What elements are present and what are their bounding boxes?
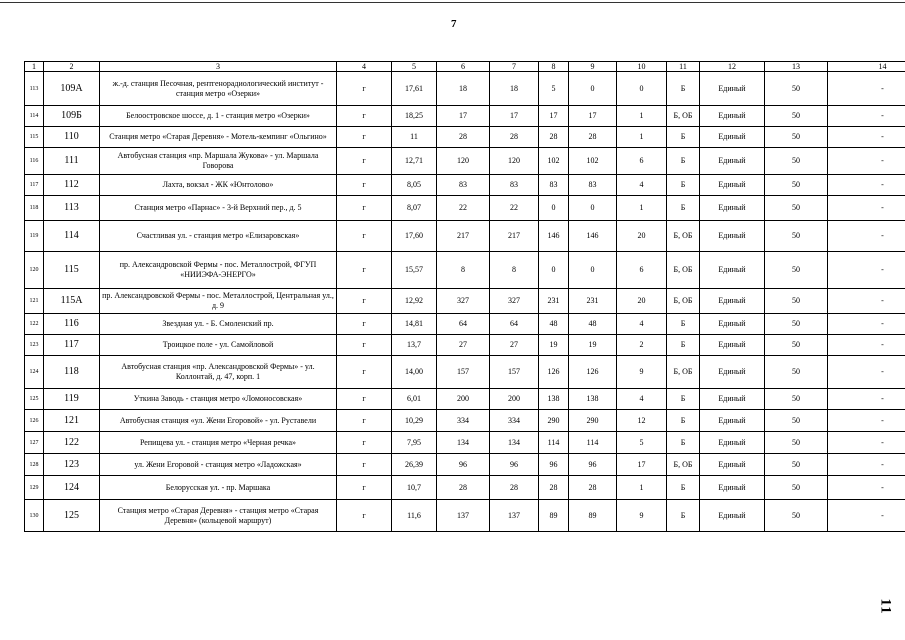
table-cell: 6: [617, 148, 667, 175]
table-cell: 126: [539, 356, 569, 389]
table-cell: 118: [25, 196, 44, 221]
table-cell: 138: [539, 389, 569, 410]
table-cell: 22: [490, 196, 539, 221]
table-cell: 327: [490, 289, 539, 314]
table-row: [25, 175, 905, 196]
table-cell: 126: [25, 410, 44, 432]
table-cell: 327: [437, 289, 490, 314]
table-cell: 50: [765, 454, 828, 476]
table-cell: 10,7: [392, 476, 437, 500]
table-cell: -: [828, 454, 905, 476]
table-cell: 157: [490, 356, 539, 389]
table-cell: 1: [617, 106, 667, 127]
table-cell: 2: [617, 335, 667, 356]
table-cell: 83: [539, 175, 569, 196]
table-cell: г: [337, 356, 392, 389]
table-cell: 28: [437, 127, 490, 148]
table-cell: 115: [25, 127, 44, 148]
table-row: [25, 148, 905, 175]
table-cell: -: [828, 389, 905, 410]
table-cell: 117: [25, 175, 44, 196]
table-cell: г: [337, 335, 392, 356]
table-cell: 9: [617, 356, 667, 389]
table-cell: 64: [490, 314, 539, 335]
table-cell: Станция метро «Старая Деревня» - станция метро «Старая Деревня» (кольцевой маршрут): [100, 500, 337, 532]
table-cell: 122: [44, 432, 100, 454]
table-cell: 89: [539, 500, 569, 532]
table-cell: 17: [437, 106, 490, 127]
table-cell: 50: [765, 432, 828, 454]
table-cell: 123: [44, 454, 100, 476]
table-cell: 121: [25, 289, 44, 314]
table-cell: Б: [667, 148, 700, 175]
table-cell: 134: [490, 432, 539, 454]
table-row: [25, 410, 905, 432]
table-cell: 1: [617, 127, 667, 148]
table-cell: 146: [569, 221, 617, 252]
table-cell: 17,60: [392, 221, 437, 252]
table-cell: 50: [765, 335, 828, 356]
table-cell: 14,00: [392, 356, 437, 389]
table-cell: Б: [667, 389, 700, 410]
table-cell: Троицкое поле - ул. Самойловой: [100, 335, 337, 356]
table-cell: 17: [539, 106, 569, 127]
scan-top-edge: [0, 2, 905, 3]
table-cell: г: [337, 127, 392, 148]
table-cell: Лахта, вокзал - ЖК «Юнтолово»: [100, 175, 337, 196]
table-cell: -: [828, 252, 905, 289]
table-cell: 48: [569, 314, 617, 335]
table-cell: 4: [617, 175, 667, 196]
table-cell: г: [337, 314, 392, 335]
table-cell: Б: [667, 410, 700, 432]
table-cell: -: [828, 127, 905, 148]
table-row: [25, 196, 905, 221]
table-cell: Единый: [700, 500, 765, 532]
table-cell: 50: [765, 252, 828, 289]
table-cell: 127: [25, 432, 44, 454]
table-cell: 111: [44, 148, 100, 175]
table-cell: 1: [617, 196, 667, 221]
table-cell: 137: [490, 500, 539, 532]
table-cell: 0: [539, 252, 569, 289]
table-cell: 122: [25, 314, 44, 335]
table-cell: 12: [617, 410, 667, 432]
table-cell: 109А: [44, 72, 100, 106]
table-cell: Б: [667, 314, 700, 335]
table-header-row: [25, 62, 905, 72]
table-cell: Белорусская ул. - пр. Маршака: [100, 476, 337, 500]
table-cell: 124: [25, 356, 44, 389]
table-cell: 19: [539, 335, 569, 356]
table-row: [25, 106, 905, 127]
table-cell: 26,39: [392, 454, 437, 476]
table-cell: г: [337, 148, 392, 175]
table-cell: Единый: [700, 356, 765, 389]
table-cell: Единый: [700, 252, 765, 289]
column-header: 10: [617, 62, 667, 72]
table-cell: 110: [44, 127, 100, 148]
table-cell: г: [337, 221, 392, 252]
table-cell: -: [828, 410, 905, 432]
table-cell: 50: [765, 72, 828, 106]
table-cell: 0: [569, 196, 617, 221]
table-cell: 50: [765, 175, 828, 196]
table-cell: Б: [667, 335, 700, 356]
column-header: 11: [667, 62, 700, 72]
table-cell: 96: [490, 454, 539, 476]
handwritten-page-mark: 11: [877, 598, 894, 615]
table-cell: г: [337, 410, 392, 432]
table-cell: 14,81: [392, 314, 437, 335]
table-cell: 217: [490, 221, 539, 252]
table-cell: 114: [25, 106, 44, 127]
table-cell: 50: [765, 127, 828, 148]
table-cell: 50: [765, 148, 828, 175]
table-cell: 0: [569, 252, 617, 289]
table-cell: 114: [569, 432, 617, 454]
table-cell: 22: [437, 196, 490, 221]
table-cell: Б, ОБ: [667, 454, 700, 476]
table-cell: г: [337, 252, 392, 289]
table-cell: 231: [569, 289, 617, 314]
table-cell: Единый: [700, 72, 765, 106]
table-cell: г: [337, 432, 392, 454]
table-cell: 4: [617, 314, 667, 335]
table-cell: г: [337, 389, 392, 410]
table-row: [25, 127, 905, 148]
table-cell: г: [337, 476, 392, 500]
table-cell: Счастливая ул. - станция метро «Елизаровская»: [100, 221, 337, 252]
table-cell: -: [828, 356, 905, 389]
table-cell: 113: [44, 196, 100, 221]
table-cell: 130: [25, 500, 44, 532]
table-cell: -: [828, 196, 905, 221]
table-cell: 125: [25, 389, 44, 410]
table-cell: Б: [667, 432, 700, 454]
table-cell: 12,92: [392, 289, 437, 314]
table-cell: Единый: [700, 432, 765, 454]
table-cell: 334: [490, 410, 539, 432]
table-cell: 231: [539, 289, 569, 314]
table-cell: -: [828, 314, 905, 335]
table-cell: г: [337, 106, 392, 127]
table-cell: Единый: [700, 454, 765, 476]
column-header: 8: [539, 62, 569, 72]
table-cell: 0: [617, 72, 667, 106]
table-cell: 117: [44, 335, 100, 356]
table-row: [25, 221, 905, 252]
table-cell: -: [828, 72, 905, 106]
table-cell: 118: [44, 356, 100, 389]
table-cell: 11,6: [392, 500, 437, 532]
table-cell: 6,01: [392, 389, 437, 410]
column-header: 2: [44, 62, 100, 72]
table-cell: 28: [490, 127, 539, 148]
table-row: [25, 252, 905, 289]
table-cell: -: [828, 289, 905, 314]
table-cell: Единый: [700, 106, 765, 127]
table-cell: Б: [667, 196, 700, 221]
table-cell: 28: [569, 476, 617, 500]
table-row: [25, 356, 905, 389]
table-cell: 8,07: [392, 196, 437, 221]
table-cell: 137: [437, 500, 490, 532]
table-cell: Б, ОБ: [667, 289, 700, 314]
table-cell: 7,95: [392, 432, 437, 454]
table-cell: Автобусная станция «ул. Жени Егоровой» - ул. Руставели: [100, 410, 337, 432]
table-cell: 27: [437, 335, 490, 356]
table-cell: 0: [539, 196, 569, 221]
table-cell: Б: [667, 175, 700, 196]
table-cell: Единый: [700, 148, 765, 175]
table-cell: -: [828, 106, 905, 127]
table-cell: 115: [44, 252, 100, 289]
table-cell: 116: [25, 148, 44, 175]
table-cell: 89: [569, 500, 617, 532]
table-cell: 134: [437, 432, 490, 454]
table-cell: 18,25: [392, 106, 437, 127]
table-cell: г: [337, 454, 392, 476]
table-cell: 123: [25, 335, 44, 356]
table-cell: пр. Александровской Фермы - пос. Металлострой, ФГУП «НИИЭФА-ЭНЕРГО»: [100, 252, 337, 289]
table-cell: 50: [765, 410, 828, 432]
table-cell: ул. Жени Егоровой - станция метро «Ладожская»: [100, 454, 337, 476]
table-cell: Б, ОБ: [667, 106, 700, 127]
table-cell: 12,71: [392, 148, 437, 175]
table-cell: 48: [539, 314, 569, 335]
table-cell: 120: [437, 148, 490, 175]
column-header: 13: [765, 62, 828, 72]
table-cell: Станция метро «Парнас» - 3-й Верхний пер., д. 5: [100, 196, 337, 221]
column-header: 4: [337, 62, 392, 72]
table-cell: 157: [437, 356, 490, 389]
table-cell: Единый: [700, 289, 765, 314]
table-cell: 64: [437, 314, 490, 335]
table-cell: -: [828, 500, 905, 532]
table-cell: Единый: [700, 196, 765, 221]
table-cell: Единый: [700, 389, 765, 410]
table-cell: 83: [490, 175, 539, 196]
table-cell: 6: [617, 252, 667, 289]
table-cell: 9: [617, 500, 667, 532]
table-cell: 4: [617, 389, 667, 410]
column-header: 14: [828, 62, 905, 72]
table-cell: 10,29: [392, 410, 437, 432]
table-cell: 120: [25, 252, 44, 289]
table-cell: 129: [25, 476, 44, 500]
table-cell: -: [828, 148, 905, 175]
table-cell: г: [337, 175, 392, 196]
table-cell: ж.-д. станция Песочная, рентгенорадиологический институт - станция метро «Озерки»: [100, 72, 337, 106]
table-cell: пр. Александровской Фермы - пос. Металлострой, Центральная ул., д. 9: [100, 289, 337, 314]
table-row: [25, 389, 905, 410]
table-cell: Б, ОБ: [667, 221, 700, 252]
table-cell: 18: [490, 72, 539, 106]
table-cell: Б: [667, 127, 700, 148]
table-cell: 119: [44, 389, 100, 410]
table-cell: г: [337, 500, 392, 532]
table-cell: 28: [539, 127, 569, 148]
table-cell: 290: [539, 410, 569, 432]
table-cell: 5: [617, 432, 667, 454]
table-cell: -: [828, 335, 905, 356]
table-cell: Звездная ул. - Б. Смоленский пр.: [100, 314, 337, 335]
routes-table: [24, 61, 905, 532]
table-cell: 13,7: [392, 335, 437, 356]
table-cell: Единый: [700, 127, 765, 148]
table-cell: 114: [44, 221, 100, 252]
table-cell: 102: [539, 148, 569, 175]
page-number: 7: [451, 18, 457, 30]
table-cell: 28: [437, 476, 490, 500]
table-cell: 116: [44, 314, 100, 335]
table-cell: 17: [490, 106, 539, 127]
table-cell: г: [337, 289, 392, 314]
table-cell: 83: [437, 175, 490, 196]
table-cell: 8: [437, 252, 490, 289]
column-header: 12: [700, 62, 765, 72]
table-cell: 50: [765, 356, 828, 389]
table-cell: Уткина Заводь - станция метро «Ломоносовская»: [100, 389, 337, 410]
table-cell: Станция метро «Старая Деревня» - Мотель-кемпинг «Ольгино»: [100, 127, 337, 148]
table-cell: 114: [539, 432, 569, 454]
table-cell: 11: [392, 127, 437, 148]
table-cell: 8,05: [392, 175, 437, 196]
table-row: [25, 432, 905, 454]
table-cell: 146: [539, 221, 569, 252]
table-cell: 28: [490, 476, 539, 500]
column-header: 3: [100, 62, 337, 72]
table-cell: 125: [44, 500, 100, 532]
table-cell: 50: [765, 196, 828, 221]
table-row: [25, 289, 905, 314]
table-cell: Единый: [700, 335, 765, 356]
table-cell: -: [828, 476, 905, 500]
table-cell: -: [828, 432, 905, 454]
table-cell: 0: [569, 72, 617, 106]
table-cell: 19: [569, 335, 617, 356]
table-cell: 1: [617, 476, 667, 500]
table-cell: 112: [44, 175, 100, 196]
table-cell: 50: [765, 500, 828, 532]
table-cell: 17,61: [392, 72, 437, 106]
column-header: 9: [569, 62, 617, 72]
table-cell: Б: [667, 72, 700, 106]
table-cell: Б: [667, 500, 700, 532]
table-cell: 50: [765, 289, 828, 314]
table-cell: 50: [765, 106, 828, 127]
table-cell: 17: [569, 106, 617, 127]
table-cell: 126: [569, 356, 617, 389]
table-cell: 96: [539, 454, 569, 476]
table-cell: Единый: [700, 314, 765, 335]
table-cell: Единый: [700, 175, 765, 196]
table-row: [25, 335, 905, 356]
table-cell: Репищева ул. - станция метро «Черная речка»: [100, 432, 337, 454]
table-cell: 109Б: [44, 106, 100, 127]
table-cell: 50: [765, 476, 828, 500]
table-cell: г: [337, 72, 392, 106]
column-header: 6: [437, 62, 490, 72]
table-cell: Единый: [700, 410, 765, 432]
table-cell: 102: [569, 148, 617, 175]
table-cell: 113: [25, 72, 44, 106]
table-cell: -: [828, 175, 905, 196]
table-cell: 20: [617, 289, 667, 314]
table-cell: 119: [25, 221, 44, 252]
table-cell: 200: [490, 389, 539, 410]
table-cell: 96: [569, 454, 617, 476]
table-cell: 28: [539, 476, 569, 500]
table-cell: 83: [569, 175, 617, 196]
table-cell: 138: [569, 389, 617, 410]
table-cell: 50: [765, 389, 828, 410]
table-cell: 5: [539, 72, 569, 106]
table-cell: Единый: [700, 476, 765, 500]
table-cell: 18: [437, 72, 490, 106]
table-cell: 217: [437, 221, 490, 252]
table-cell: Б, ОБ: [667, 252, 700, 289]
table-cell: 15,57: [392, 252, 437, 289]
table-cell: 27: [490, 335, 539, 356]
table-cell: 128: [25, 454, 44, 476]
table-cell: 17: [617, 454, 667, 476]
table-cell: 121: [44, 410, 100, 432]
table-cell: Единый: [700, 221, 765, 252]
table-row: [25, 72, 905, 106]
table-cell: Автобусная станция «пр. Александровской Фермы» - ул. Коллонтай, д. 47, корп. 1: [100, 356, 337, 389]
table-cell: Б: [667, 476, 700, 500]
column-header: 7: [490, 62, 539, 72]
table-cell: 8: [490, 252, 539, 289]
table-row: [25, 500, 905, 532]
table-row: [25, 314, 905, 335]
table-cell: 96: [437, 454, 490, 476]
table-cell: 50: [765, 221, 828, 252]
table-cell: 334: [437, 410, 490, 432]
table-cell: 20: [617, 221, 667, 252]
table-cell: -: [828, 221, 905, 252]
table-row: [25, 454, 905, 476]
table-cell: 124: [44, 476, 100, 500]
column-header: 5: [392, 62, 437, 72]
table-row: [25, 476, 905, 500]
table-cell: 120: [490, 148, 539, 175]
table-cell: 200: [437, 389, 490, 410]
table-cell: 50: [765, 314, 828, 335]
table-cell: Автобусная станция «пр. Маршала Жукова» - ул. Маршала Говорова: [100, 148, 337, 175]
table-cell: 290: [569, 410, 617, 432]
table-cell: Белоостровское шоссе, д. 1 - станция метро «Озерки»: [100, 106, 337, 127]
table-cell: 115А: [44, 289, 100, 314]
table-cell: Б, ОБ: [667, 356, 700, 389]
table-cell: г: [337, 196, 392, 221]
column-header: 1: [25, 62, 44, 72]
table-cell: 28: [569, 127, 617, 148]
